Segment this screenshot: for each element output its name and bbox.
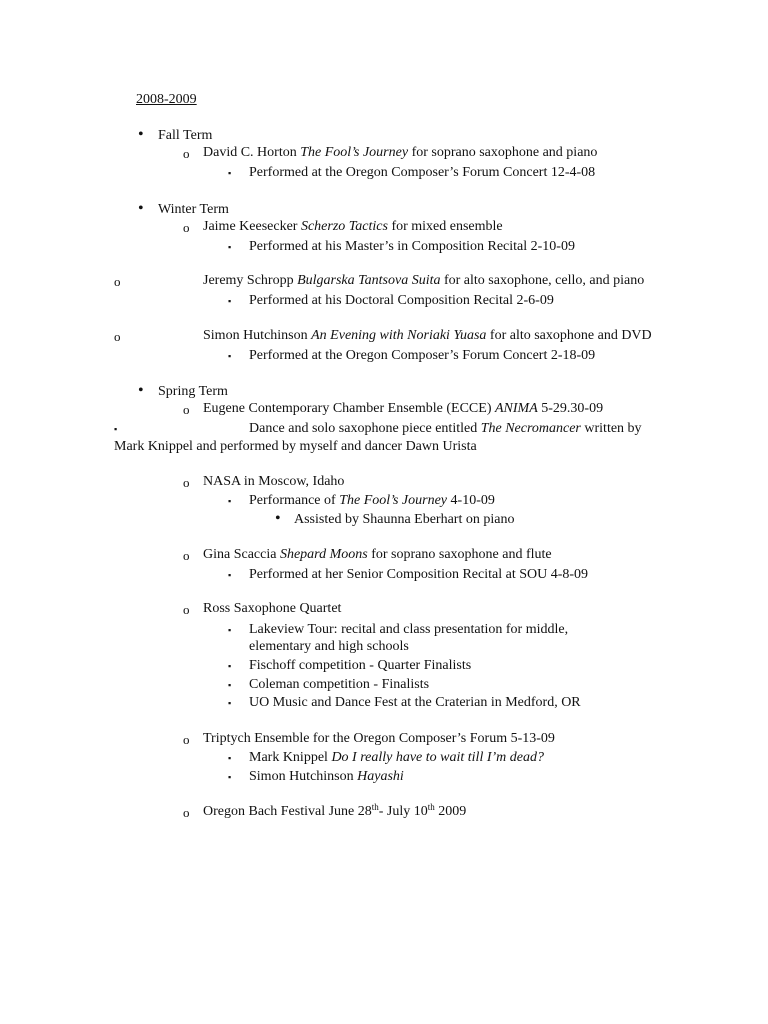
bullet-square: ▪ (228, 753, 232, 763)
winter-item-keesecker-detail: Performed at his Master’s in Composition Recital 2-10-09 (249, 239, 575, 254)
bullet-square: ▪ (228, 625, 232, 635)
bullet-disc: • (138, 126, 144, 143)
fall-item-horton-detail: Performed at the Oregon Composer’s Forum Concert 12-4-08 (249, 165, 596, 180)
bullet-square: ▪ (228, 570, 232, 580)
spring-item-nasa-pianist: Assisted by Shaunna Eberhart on piano (294, 512, 515, 527)
bullet-circle: o (183, 475, 190, 490)
winter-item-keesecker: Jaime Keesecker Scherzo Tactics for mixed ensemble (203, 219, 503, 234)
spring-item-ecce-detail-line1: Dance and solo saxophone piece entitled The Necromancer written by (249, 421, 642, 436)
bullet-circle: o (183, 732, 190, 747)
bullet-square: ▪ (228, 661, 232, 671)
bullet-square: ▪ (228, 168, 232, 178)
spring-item-ross-quartet: Ross Saxophone Quartet (203, 601, 342, 616)
bullet-square: ▪ (228, 242, 232, 252)
spring-item-bach-festival: Oregon Bach Festival June 28th- July 10th 2009 (203, 802, 467, 819)
year-heading: 2008-2009 (136, 92, 197, 107)
spring-item-triptych: Triptych Ensemble for the Oregon Composer’s Forum 5-13-09 (203, 731, 555, 746)
spring-item-ecce-detail-line2: Mark Knippel and performed by myself and dancer Dawn Urista (114, 439, 477, 454)
spring-item-scaccia: Gina Scaccia Shepard Moons for soprano saxophone and flute (203, 547, 552, 562)
winter-item-schropp: Jeremy Schropp Bulgarska Tantsova Suita for alto saxophone, cello, and piano (203, 273, 645, 288)
spring-item-nasa: NASA in Moscow, Idaho (203, 474, 345, 489)
bullet-disc: • (138, 200, 144, 217)
bullet-circle: o (114, 329, 121, 344)
bullet-square: ▪ (114, 424, 118, 434)
ross-lakeview-line2: elementary and high schools (249, 639, 409, 654)
bullet-square: ▪ (228, 698, 232, 708)
ross-lakeview-line1: Lakeview Tour: recital and class presentation for middle, (249, 622, 569, 637)
fall-item-horton: David C. Horton The Fool’s Journey for soprano saxophone and piano (203, 145, 598, 160)
term-heading-winter: Winter Term (158, 202, 229, 217)
bullet-circle: o (183, 220, 190, 235)
bullet-circle: o (183, 146, 190, 161)
bullet-circle: o (183, 805, 190, 820)
triptych-knippel: Mark Knippel Do I really have to wait till I’m dead? (249, 750, 544, 765)
bullet-circle: o (183, 402, 190, 417)
bullet-square: ▪ (228, 680, 232, 690)
ross-fischoff: Fischoff competition - Quarter Finalists (249, 658, 472, 673)
term-heading-fall: Fall Term (158, 128, 213, 143)
bullet-square: ▪ (228, 296, 232, 306)
spring-item-ecce: Eugene Contemporary Chamber Ensemble (ECCE) ANIMA 5-29.30-09 (203, 401, 604, 416)
bullet-disc: • (138, 382, 144, 399)
bullet-square: ▪ (228, 496, 232, 506)
triptych-hutchinson: Simon Hutchinson Hayashi (249, 769, 404, 784)
winter-item-schropp-detail: Performed at his Doctoral Composition Recital 2-6-09 (249, 293, 554, 308)
bullet-circle: o (183, 548, 190, 563)
bullet-disc: • (275, 510, 281, 527)
ross-coleman: Coleman competition - Finalists (249, 677, 430, 692)
winter-item-hutchinson-detail: Performed at the Oregon Composer’s Forum Concert 2-18-09 (249, 348, 596, 363)
spring-item-scaccia-detail: Performed at her Senior Composition Recital at SOU 4-8-09 (249, 567, 589, 582)
spring-item-nasa-detail: Performance of The Fool’s Journey 4-10-09 (249, 493, 495, 508)
bullet-circle: o (183, 602, 190, 617)
bullet-square: ▪ (228, 351, 232, 361)
bullet-square: ▪ (228, 772, 232, 782)
ross-uo-fest: UO Music and Dance Fest at the Craterian in Medford, OR (249, 695, 581, 710)
bullet-circle: o (114, 274, 121, 289)
term-heading-spring: Spring Term (158, 384, 228, 399)
winter-item-hutchinson: Simon Hutchinson An Evening with Noriaki Yuasa for alto saxophone and DVD (203, 328, 652, 343)
